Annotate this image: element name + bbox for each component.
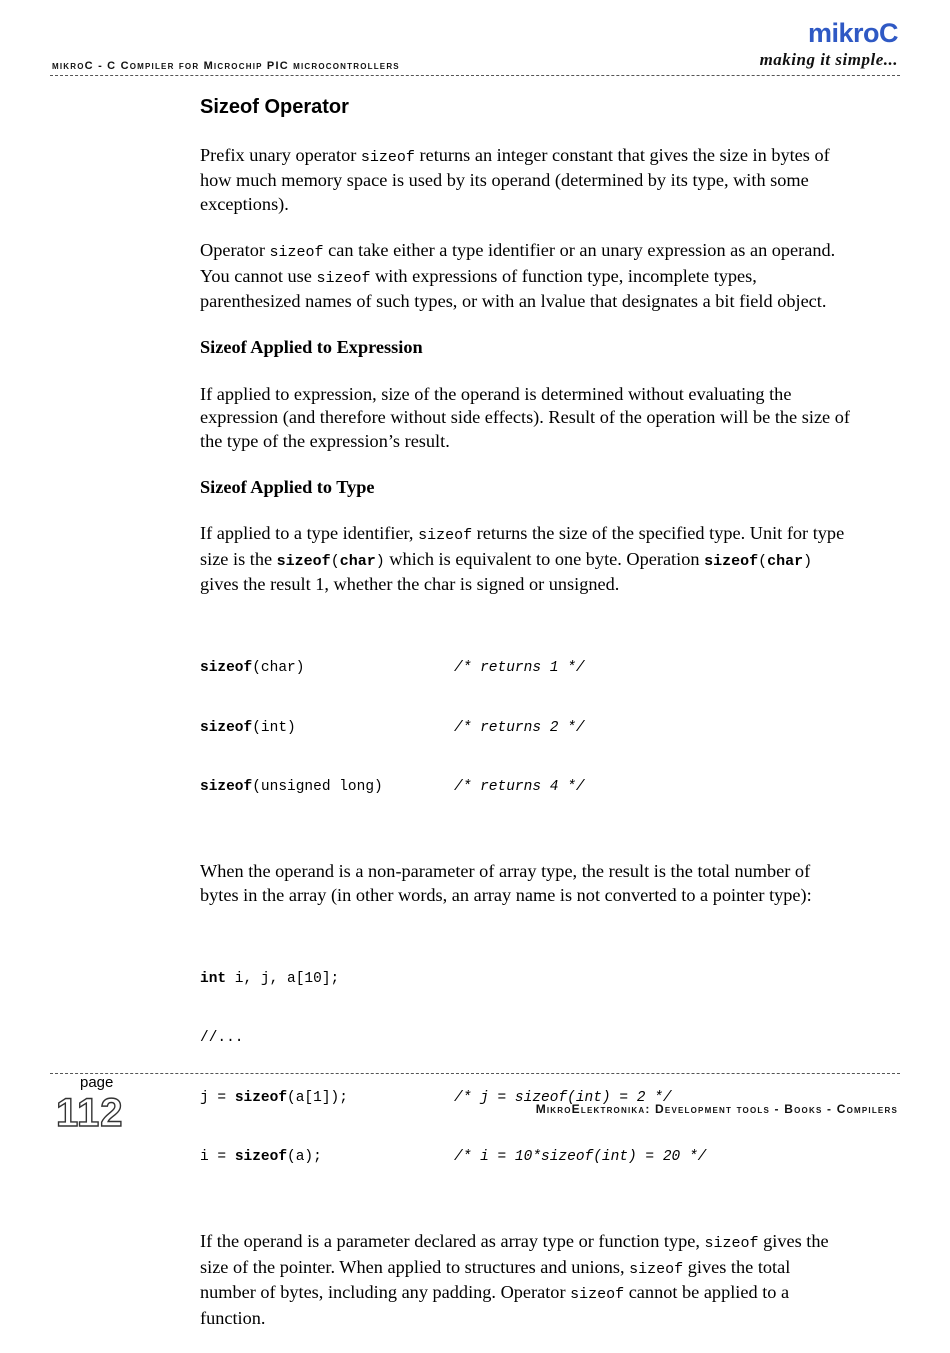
code-text: (unsigned long) <box>252 779 383 796</box>
code-text: j = <box>200 1089 235 1106</box>
code-comment: /* returns 1 */ <box>454 660 585 677</box>
inline-code: sizeof <box>418 527 473 545</box>
code-comment: /* i = 10*sizeof(int) = 20 */ <box>454 1149 707 1166</box>
code-text: i, j, a[10]; <box>226 970 340 987</box>
inline-code: sizeof <box>704 552 759 570</box>
inline-code: ( <box>758 552 768 570</box>
code-text: (a[1]); <box>287 1089 348 1106</box>
code-line <box>200 1148 850 1168</box>
paragraph-parameter <box>200 1230 850 1330</box>
code-comment: /* j = sizeof(int) = 2 */ <box>454 1089 672 1106</box>
code-block-sizeof-types <box>200 620 850 838</box>
text: can take either a type identifier or an unary expression as an operand. You cannot use <box>200 240 836 286</box>
subheading-expression: Sizeof Applied to Expression <box>200 337 423 358</box>
code-keyword: int <box>200 970 227 987</box>
text: which is equivalent to one byte. Operation <box>384 548 705 569</box>
text: Prefix unary operator <box>200 145 361 165</box>
tagline: making it simple... <box>759 50 898 69</box>
text: with expressions of function type, incomplete types, parenthesized names of such types, or with an lvalue that designates a bit field object. <box>200 265 827 312</box>
inline-code: sizeof <box>704 1235 759 1253</box>
code-line: //... <box>200 1030 244 1047</box>
text: If applied to a type identifier, <box>200 523 419 544</box>
footer-publisher: MikroElektronika: Development tools - Books - Compilers <box>535 1102 898 1116</box>
text: cannot be applied to a function. <box>200 1282 790 1328</box>
inline-code: sizeof <box>276 552 331 570</box>
inline-code: sizeof <box>570 1286 625 1304</box>
inline-code: char <box>767 552 804 570</box>
text: Operator <box>200 240 270 261</box>
code-block-array <box>200 930 850 1207</box>
paragraph-type <box>200 522 850 596</box>
code-keyword: sizeof <box>234 1149 288 1166</box>
text: gives the result 1, whether the char is signed or unsigned. <box>200 574 620 595</box>
text: gives the total number of bytes, including any padding. Operator <box>200 1256 791 1303</box>
code-keyword: sizeof <box>200 779 253 796</box>
code-line <box>200 970 850 990</box>
inline-code: sizeof <box>360 149 415 166</box>
code-text: (a); <box>287 1149 322 1166</box>
text: gives the size of the pointer. When applied to structures and unions, <box>200 1231 829 1277</box>
paragraph-operand <box>200 239 850 313</box>
text: returns an integer constant that gives the size in bytes of how much memory space is used by its operand (determined by its type, with some exceptions). <box>200 145 830 214</box>
page-label: page <box>80 1074 114 1091</box>
inline-code-keyword: char <box>339 552 376 570</box>
code-comment: /* returns 2 */ <box>454 719 585 736</box>
paragraph-intro <box>200 144 850 216</box>
code-text: (char) <box>252 660 305 677</box>
page-content <box>200 94 850 1353</box>
code-line <box>200 778 850 798</box>
code-text: (int) <box>252 719 296 736</box>
paragraph-array: When the operand is a non-parameter of array type, the result is the total number of bytes in the array (in other words, an array name is not converted to a pointer type): <box>200 861 812 905</box>
header-divider <box>50 75 900 76</box>
section-title: Sizeof Operator <box>200 96 349 118</box>
inline-code: sizeof <box>629 1260 684 1278</box>
header-title: mikroC - C Compiler for Microchip PIC microcontrollers <box>52 60 400 72</box>
code-line <box>200 719 850 739</box>
inline-code: sizeof <box>269 244 324 262</box>
inline-code: sizeof <box>316 269 371 287</box>
code-comment: /* returns 4 */ <box>454 779 585 796</box>
paragraph-expression: If applied to expression, size of the operand is determined without evaluating the expression (and therefore without side effects). Result of the operation will be the size of the type of the expression’s result. <box>200 383 850 451</box>
code-keyword: sizeof <box>200 660 253 677</box>
subheading-type: Sizeof Applied to Type <box>200 477 375 498</box>
text: If the operand is a parameter declared as array type or function type, <box>200 1231 705 1252</box>
mikroc-logo: mikroC <box>807 18 898 48</box>
code-keyword: sizeof <box>234 1089 288 1106</box>
code-text: i = <box>200 1149 235 1166</box>
code-keyword: sizeof <box>200 719 253 736</box>
code-line <box>200 659 850 679</box>
page-number: 112 <box>56 1091 124 1135</box>
inline-code: (char) <box>330 552 385 570</box>
text: returns the size of the specified type. Unit for type size is the <box>200 523 845 569</box>
inline-code: ) <box>803 552 813 570</box>
footer-divider <box>50 1073 900 1074</box>
